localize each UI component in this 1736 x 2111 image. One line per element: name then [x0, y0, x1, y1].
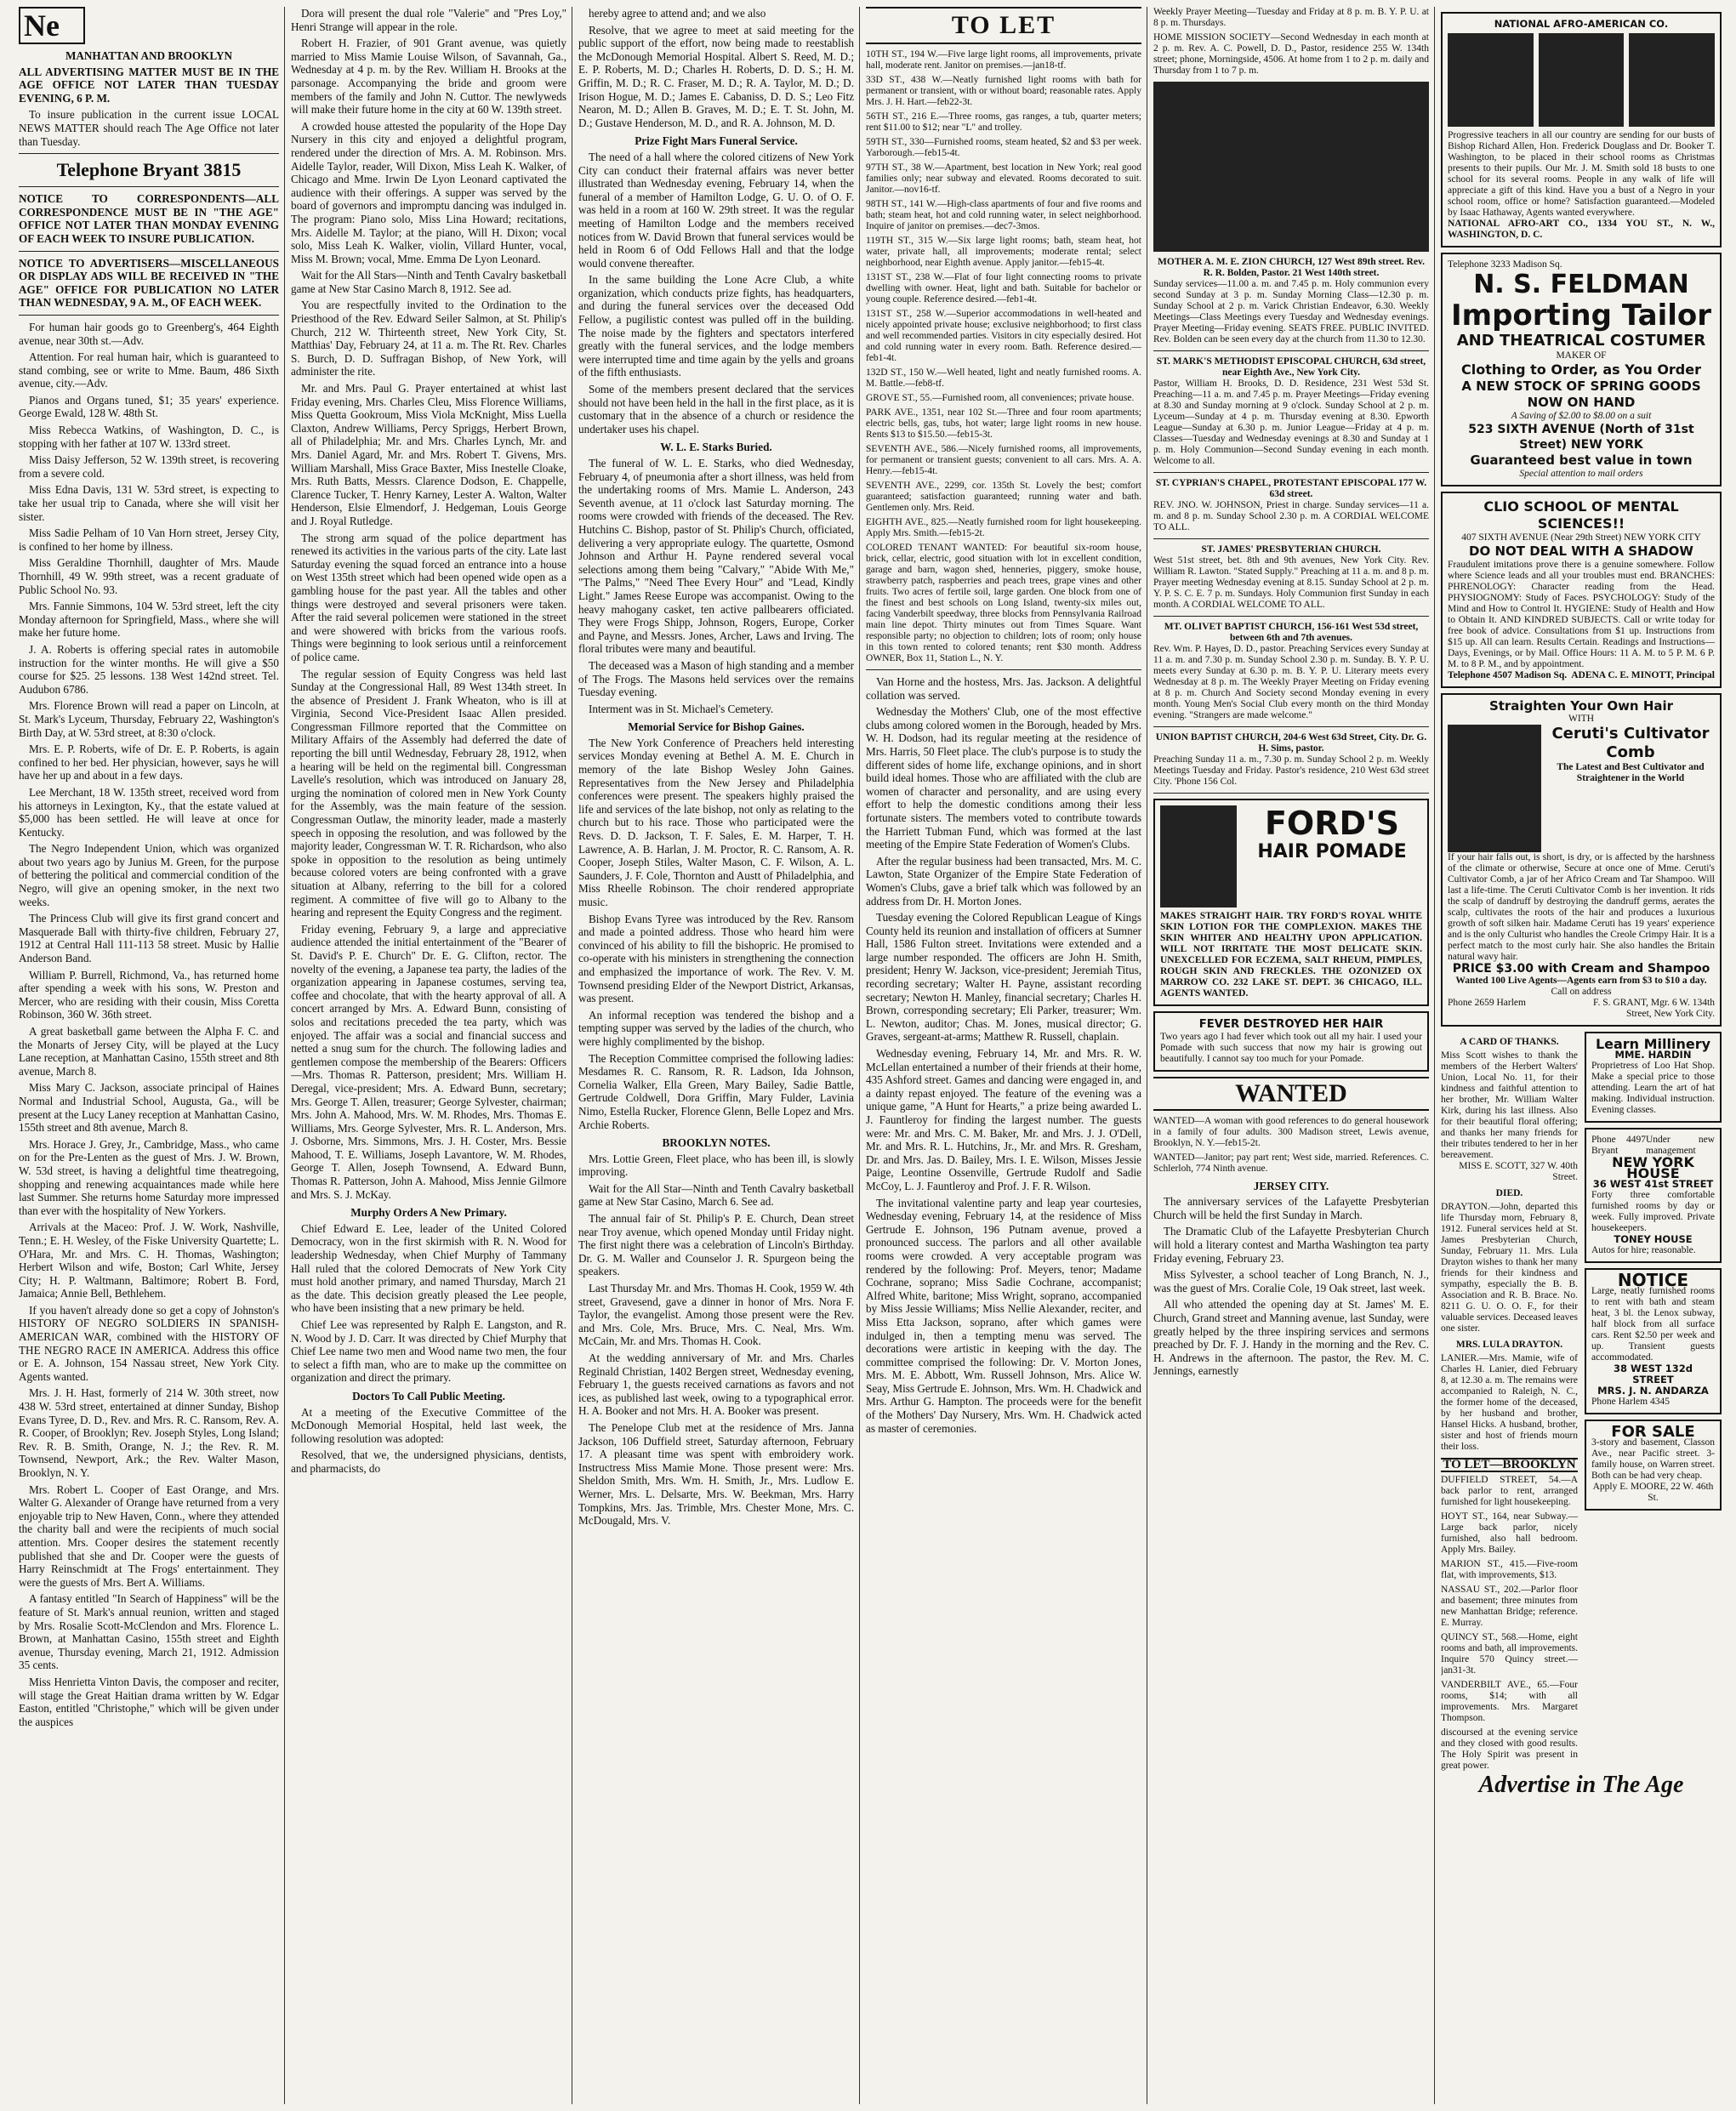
news-item: Attention. For real human hair, which is guaranteed to stand combing, see or write to Mme. Baum, 486 Sixth avenue, city.—Adv. — [19, 350, 279, 390]
article-heading-murphy: Murphy Orders A New Primary. — [350, 1206, 507, 1220]
church-schedule: REV. JNO. W. JOHNSON, Priest in charge. Sunday services—11 a. m. and 8 p. m. Sunday School 2.30 p. m. A CORDIAL WELCOME TO ALL. — [1153, 500, 1429, 532]
jersey-city-heading: JERSEY CITY. — [1253, 1179, 1329, 1192]
wanted-listings — [1153, 1116, 1429, 1175]
news-item: Miss Daisy Jefferson, 52 W. 139th street, is recovering from a severe cold. — [19, 453, 279, 480]
news-item: William P. Burrell, Richmond, Va., has returned home after spending a week with his sons, W. Preston and Mercer, who are residing with their cousin, Miss Coretta Robinson, 360 W. 36th street. — [19, 968, 279, 1021]
clio-address: 407 SIXTH AVENUE (Near 29th Street) NEW YORK CITY — [1461, 532, 1701, 543]
divider — [19, 186, 279, 187]
news-item: Wednesday the Mothers' Club, one of the most effective clubs among colored women in the Borough, headed by Mrs. W. H. Dodson, had its regular meeting at the residence of Mrs. Harris, 50 Fleet place. The club's purpose is to study the different sides of home life, exchange opinions, and in short build ideal homes. Those who are affiliated with the club are women of character and personality, and are using every effort to help the domestic conditions among their less fortunate sisters. The members voted to contribute towards the Harriett Tubman Fund, which was formed at the last meeting of the Empire State Federation of Women's Clubs. — [866, 705, 1141, 851]
church-listing — [1153, 622, 1429, 721]
church-schedule: Rev. Wm. P. Hayes, D. D., pastor. Preaching Services every Sunday at 11 a. m. and 7.30 p. m. Sunday School 2.30 p. m. Sunday. B. Y. P. U. meets every Sunday at 6.30 p. m. B. Y. P. U. Literary meets every Wednesday at 8 p. m. The Weekly Prayer Meeting on Friday evening at 8 p. m. Church And Society second Monday evening in every month. Young Men's Social Club every month on the third Monday evening. "Strangers are made welcome." — [1153, 644, 1429, 720]
divider — [1153, 793, 1429, 794]
feldman-maker: MAKER OF — [1556, 350, 1607, 361]
feldman-stock: A NEW STOCK OF SPRING GOODS NOW ON HAND — [1461, 378, 1701, 410]
church-directory — [1153, 257, 1429, 794]
telephone-banner: Telephone Bryant 3815 — [56, 159, 242, 181]
notice-ad — [1585, 1268, 1722, 1414]
column-2 — [291, 7, 566, 2104]
church-name: ST. CYPRIAN'S CHAPEL, PROTESTANT EPISCOPAL 177 W. 63d street. — [1155, 478, 1427, 499]
divider — [1153, 616, 1429, 617]
starks-article — [578, 457, 854, 715]
ceruti-agents: Wanted 100 Live Agents—Agents earn from $3 to $10 a day. — [1455, 976, 1707, 987]
to-let-listings — [866, 49, 1141, 664]
to-let-heading: TO LET — [866, 7, 1141, 44]
article-heading-prize-fight: Prize Fight Mars Funeral Service. — [635, 134, 798, 148]
article-paragraph: The deceased was a Mason of high standing and a member of The Frogs. The Masons held services over the remains Tuesday evening. — [578, 658, 854, 699]
toney-house: TONEY HOUSE — [1614, 1233, 1693, 1246]
news-item: The anniversary services of the Lafayette Presbyterian Church will be held the first Sunday in March. — [1153, 1195, 1429, 1221]
news-item: Miss Henrietta Vinton Davis, the composer and reciter, will stage the Great Haitian drama written by W. Edgar Easton, entitled "Christophe," which will be given under the auspices — [19, 1675, 279, 1728]
ceruti-address: F. S. GRANT, Mgr. 6 W. 134th Street, New York City. — [1593, 998, 1715, 1020]
millinery-body: Proprietress of Loo Hat Shop. Make a special price to those attending. Learn the art of hat making. Individual instruction. Evening classes. — [1591, 1061, 1715, 1116]
thanks-signature: MISS E. SCOTT, 327 W. 40th Street. — [1459, 1161, 1578, 1183]
to-let-brooklyn-listing: QUINCY ST., 568.—Home, eight rooms and bath, all improvements. Inquire 570 Quincy street.—jan31-3t. — [1441, 1632, 1578, 1676]
column-rule — [1434, 7, 1435, 2104]
article-paragraph: The need of a hall where the colored citizens of New York City can conduct their fraternal affairs was never better illustrated than Wednesday evening, February 14, when the funeral of a member of Hamilton Lodge, G. U. O. of O. F. was held in a room at 160 W. 29th street. It was the regular meeting of Hamilton Lodge and the members received notices from W. David Brown that funeral services would be held in Room 6 of Odd Fellows Hall and that the lodge would convene thereafter. — [578, 150, 854, 270]
to-let-brooklyn-listings — [1441, 1475, 1578, 1724]
article-heading-brooklyn: BROOKLYN NOTES. — [662, 1136, 771, 1150]
news-item: Pianos and Organs tuned, $1; 35 years' experience. George Ewald, 128 W. 48th St. — [19, 393, 279, 420]
to-let-listing: 56TH ST., 216 E.—Three rooms, gas ranges, a tub, quarter meters; rent $11.00 to $12; near "L" and trolley. — [866, 111, 1141, 133]
article-heading-gaines: Memorial Service for Bishop Gaines. — [628, 720, 805, 734]
news-item: All who attended the opening day at St. James' M. E. Church, Grand street and Manning avenue, last Sunday, were greatly helped by the three inspiring services and sermons preached by Dr. F. J. Handy in the morning and the Rev. C. H. Andrews in the afternoon. The pastor, the Rev. M. C. Jennings, earnestly — [1153, 1298, 1429, 1378]
divider — [866, 669, 1141, 670]
notice-address: 38 WEST 132d STREET — [1614, 1363, 1693, 1386]
church-name: MT. OLIVET BAPTIST CHURCH, 156-161 West 53d street, between 6th and 7th avenues. — [1164, 622, 1419, 643]
church-note: HOME MISSION SOCIETY—Second Wednesday in each month at 2 p. m. Rev. A. C. Powell, D. D., Pastor, residence 255 W. 134th street; phone, Morningside, 4506. At home from 1 to 2 p. m. daily and Thursday from 1 to 7 p. m. — [1153, 32, 1429, 76]
feldman-guarantee: Guaranteed best value in town — [1470, 452, 1693, 468]
bust-image — [1448, 33, 1534, 127]
social-news-list — [291, 7, 566, 1201]
church-listing — [1153, 356, 1429, 467]
news-item: At the wedding anniversary of Mr. and Mrs. Charles Reginald Christian, 1402 Bergen street, Wednesday evening, February 1, the guests received carnations as favors and not ices, as published last week, owing to a typographical error. H. A. Booker and not Mrs. H. A. Booker was present. — [578, 1351, 854, 1418]
column-4 — [866, 7, 1141, 2104]
church-name: UNION BAPTIST CHURCH, 204-6 West 63d Street, City. Dr. G. H. Sims, pastor. — [1155, 732, 1427, 754]
for-sale-ad — [1585, 1420, 1722, 1511]
to-let-listing: PARK AVE., 1351, near 102 St.—Three and four room apartments; electric bells, gas, tubs, hot water; large light rooms in new house. Rents $13 to $15.50.—feb15-3t. — [866, 407, 1141, 440]
church-name: MOTHER A. M. E. ZION CHURCH, 127 West 89th street. Rev. R. R. Bolden, Pastor. 21 West 140th street. — [1158, 257, 1425, 278]
news-item: A fantasy entitled "In Search of Happiness" will be the feature of St. Mark's annual reunion, written and staged by Mrs. Rosalie Scott-McClendon and Mrs. Florence L. Brown, at Manhattan Casino, 155th street and Eighth avenue, Thursday evening, March 21, 1912. Admission 35 cents. — [19, 1592, 279, 1672]
article-paragraph: In the same building the Lone Acre Club, a white organization, which conducts prize fights, has headquarters, and during the funeral services over the deceased Odd Fellow, a pugilistic contest was pulled off in the building. The noise made by the fighters and spectators interfered greatly with the funeral services, and the lodge members were interrupted time and time again by the yells and groans of the fifth enthusiasts. — [578, 273, 854, 379]
column-6 — [1441, 7, 1722, 2104]
clio-body: Fraudulent imitations prove there is a genuine somewhere. Follow where Science leads and all your troubles must end. BRANCHES: PHRENOLOGY: Character reading from the Head. PHYSIOGNOMY: Study of Faces. PSYCHOLOGY: Study of the Mind and How to Control It. HYGIENE: Study of Health and How to Obtain It. AND KINDRED SUBJECTS. Call or write today for free book of advice. Consultations from $1 up. Instructions from $15 up. All can learn. Results Certain. Readings and Instructions—Days, Evenings, or by Mail. Office Hours: 11 A. M. to 5 P. M. 6 P. M. to 8 P. M., and by appointment. — [1448, 560, 1715, 669]
news-item: The strong arm squad of the police department has renewed its activities in the various parts of the city. Late last Saturday evening the squad forced an entrance into a house on West 135th street which had been opened wide open as a gambling house for the past year. All the tables and other things were destroyed and several prisoners were taken. After the raid several policemen were stationed in the street and were showered with bricks from the various roofs. Things were beginning to look serious until a reinforcement of police came. — [291, 531, 566, 663]
afro-art-address: NATIONAL AFRO-ART CO., 1334 YOU ST., N. W., WASHINGTON, D. C. — [1448, 219, 1715, 240]
news-item: Dora will present the dual role "Valerie" and "Pres Loy," Henri Strange will appear in the role. — [291, 7, 566, 33]
notice-phone: Phone Harlem 4345 — [1591, 1397, 1670, 1408]
to-let-brooklyn-listing: NASSAU ST., 202.—Parlor floor and basement; three minutes from new Manhattan Bridge; reference. E. Murray. — [1441, 1585, 1578, 1629]
divider — [19, 153, 279, 154]
feldman-title: Importing Tailor — [1450, 299, 1712, 333]
news-item: The regular session of Equity Congress was held last Sunday at the Congressional Hall, 89 West 134th street. In the absence of President J. Frank Wheaton, who is ill at Virginia, Second Vice-President Isaac Allen presided. Congressman Fillmore reported that the Committee on Military Affairs of the Assembly had deferred the date of reporting the bill until Wednesday, February 28, 1912, when a hearing will be held on the regimental bill. Congressman Lavelle's resolution, which was introduced on January 28, urging the nomination of colored men in New York County for the Assembly, was the main feature of the session. Congressman Outlaw, the minority leader, made a masterly speech in opposing the resolution, and was followed by the majority leader, Congressman W. T. R. Richardson, who also spoke in opposition to the resolution as being untimely because colored voters are being confronted with a grave situation at Albany, referring to the bill for a colored regiment. A committee of five will go to Albany to the hearing and represent the Equity Congress and the regiment. — [291, 667, 566, 919]
thanks-body: Miss Scott wishes to thank the members of the Herbert Walters' Union, Local No. 11, for their kindness and faithful attention to her brother, Mr. William Walter Kirk, during his last illness. Also for their beautiful floral offering; and thanks her many friends for their tributes tendered to her in her bereavement. — [1441, 1050, 1578, 1161]
fords-subtitle: HAIR POMADE — [1257, 841, 1407, 862]
local-news-list — [19, 321, 279, 1728]
news-item: Mrs. Florence Brown will read a paper on Lincoln, at St. Mark's Lyceum, Thursday, February 22, Washington's Birth Day, at W. 53rd street, at 8:30 o'clock. — [19, 699, 279, 739]
to-let-listing: 131ST ST., 258 W.—Superior accommodations in well-heated and nicely appointed private house; exclusive neighborhood; to first class and well recommended parties. Visitors in city especially desired. Hot and cold running water in every room. Bath. Reference desired.—feb1-4t. — [866, 309, 1141, 363]
to-let-listing: 98TH ST., 141 W.—High-class apartments of four and five rooms and bath; steam heat, hot and cold running water, in select neighborhood. Inquire of janitor on premises.—dec7-3mos. — [866, 199, 1141, 231]
ceruti-comb-ad — [1441, 693, 1722, 1027]
news-item: The Negro Independent Union, which was organized about two years ago by Junius M. Green, for the purpose of bettering the political and commercial condition of the Negro, will give an opening smoker, in the next two weeks. — [19, 842, 279, 908]
feldman-telephone: Telephone 3233 Madison Sq. — [1448, 259, 1562, 270]
divider — [1153, 472, 1429, 473]
column-rule — [284, 7, 285, 2104]
nyh-address: 36 WEST 41st STREET — [1592, 1178, 1714, 1191]
article-paragraph: Resolved, that we, the undersigned physicians, dentists, and pharmacists, do — [291, 1448, 566, 1475]
news-item: Miss Sadie Pelham of 10 Van Horn street, Jersey City, is confined to her home by illness. — [19, 526, 279, 553]
news-item: A crowded house attested the popularity of the Hope Day Nursery in this city and enjoyed a delightful program, rendered under the direction of Mrs. A. M. Robinson. Mrs. Aidelle Taylor, reader, Will Dixon, Miss Leah K. Walker, of Chicago and Mme. Irwin De Lyon Leonard captivated the audience with their offerings. A supper was served by the board of governors and impromptu dancing was indulged in. The program: Piano solo, Miss Lina Howard; recitations, Mrs. Aidelle M. Taylor; at the piano, Will H. Dixon; vocal solo, Miss Leah K. Walker, violin, Villard Hunter, vocal, Miss M. Brown; vocal, Mme. Emma De Lyon Leonard. — [291, 119, 566, 265]
ceruti-subtitle: The Latest and Best Cultivator and Straightener in the World — [1557, 761, 1705, 783]
advertise-banner: Advertise in The Age — [1478, 1772, 1684, 1799]
column-5 — [1153, 7, 1429, 2104]
to-let-listing: GROVE ST., 55.—Furnished room, all conveniences; private house. — [866, 393, 1135, 403]
to-let-listing: 119TH ST., 315 W.—Six large light rooms; bath, steam heat, hot water, private hall, all improvements; moderate rental; select neighborhood, near Eighth avenue. Apply janitor.—feb15-4t. — [866, 236, 1141, 268]
news-item: Last Thursday Mr. and Mrs. Thomas H. Cook, 1959 W. 4th street, Gravesend, gave a dinner in honor of Mrs. Nora F. Taylor, the evangelist. Among those present were the Rev. and Mrs. Cole, Mrs. Bruce, Mrs. C. Neal, Mrs. Wm. McCain, Mr. and Mrs. Thomas H. Cook. — [578, 1282, 854, 1348]
church-continued: discoursed at the evening service and they closed with good results. The Holy Spirit was present in great power. — [1441, 1727, 1578, 1772]
to-let-listing: 33D ST., 438 W.—Neatly furnished light rooms with bath for permanent or transient, with or without board; reasonable rates. Apply Mrs. J. H. Hart.—feb22-3t. — [866, 75, 1141, 107]
woman-portrait-image — [1448, 725, 1541, 852]
article-paragraph: The funeral of W. L. E. Starks, who died Wednesday, February 4, of pneumonia after a short illness, was held from the undertaking rooms of Mrs. Mamie L. Anderson, 243 Seventh avenue, at 11 o'clock last Saturday morning. The rooms were crowded with friends of the deceased. The Rev. Hutchins C. Bishop, pastor of St. Philip's Church, officiated, delivering a very appropriate eulogy. The quartette, Osmond Johnson and Arthur H. Payne rendered several vocal selections among them being "Calvary," "Abide With Me," "The Palms," "Need Thee Every Hour" and "Lead, Kindly Light." James Reese Europe was accompanist. Owing to the heavy mahogany casket, ten active pallbearers officiated. They were Frogs Shipp, Johnson, Rogers, Europe, Corker and Payne, and Messrs. Jones, Archer, Laws and Irving. The floral tributes were many and beautiful. — [578, 457, 854, 656]
news-item: Miss Mary C. Jackson, associate principal of Haines Normal and Industrial School, Augusta, Ga., will be present at the Lucy Laney reception at Manhattan Casino, 155th street and 8th avenue, March 8. — [19, 1081, 279, 1135]
news-item: Robert H. Frazier, of 901 Grant avenue, was quietly married to Miss Mamie Louise Wilson, of Savannah, Ga., Wednesday at 4 p. m. by the Rev. William H. Brooks at the parsonage. Accompanying the bride and groom were members of the family and John N. Cuttor. The newlyweds will make their future home in the city at 60 W. 139th street. — [291, 37, 566, 117]
sale-heading: FOR SALE — [1611, 1423, 1695, 1442]
fever-ad — [1153, 1011, 1429, 1072]
news-item: After the regular business had been transacted, Mrs. M. C. Lawton, State Organizer of the Empire State Federation of Women's Clubs, gave a brief talk which was followed by an address from Dr. H. Morton Jones. — [866, 854, 1141, 908]
wanted-listing: WANTED—A woman with good references to do general housework in a family of four adults. 300 Madison street, Lewis avenue, Brooklyn, N. Y.—feb15-2t. — [1153, 1115, 1429, 1148]
church-schedule: Pastor, William H. Brooks, D. D. Residence, 231 West 53d St. Preaching—11 a. m. and 7.45 p. m. Prayer Meetings—Friday evening at 8.30 and Sunday morning at 9 o'clock. Sunday School at 2 p. m. Lyceum—Sunday at 4 p. m. Thursday evening at 8.30. Epworth League—Sunday at 6.30 p. m. Junior League—Friday at 4 p. m. Classes—Tuesday and Wednesday evenings at 8.30 and Sunday at 1 p. m. Holy Communion—Second Sunday evening in each month. Welcome to all. — [1153, 378, 1429, 466]
news-item: Mrs. Horace J. Grey, Jr., Cambridge, Mass., who came on for the Pre-Lenten as the guest of Mrs. J. W. Brown, W. 53d street, is having a delightful time theatregoing, shopping and renewing acquaintances made while here last Summer. She returns home Saturday more impressed than ever with the hospitality of New Yorkers. — [19, 1137, 279, 1217]
to-let-brooklyn-listing: MARION ST., 415.—Five-room flat, with improvements, $13. — [1441, 1559, 1578, 1581]
church-name: ST. JAMES' PRESBYTERIAN CHURCH. — [1201, 544, 1381, 555]
afro-art-heading: NATIONAL AFRO-AMERICAN CO. — [1494, 18, 1669, 30]
ceruti-body: If your hair falls out, is short, is dry, or is affected by the harshness of the climate or otherwise, Secure at once one of Mme. Ceruti's Cultivator Comb, a jar of her Africo Cream and Tar Shampoo. Will last a life-time. The Ceruti Cultivator Comb is her invention. It rids the scalp of dandruff by destroying the dandruff germs, aerates the scalp, cultivates the roots of the hair and produces a luxurious growth of soft silken hair. Madame Ceruti has 19 years' experience and is the only Culturist who handles the Creole Crimpy Hair. It is a perfect match to the most curly hair. She also handles the Britain natural wavy hair. — [1448, 851, 1715, 962]
sale-address: Apply E. MOORE, 22 W. 46th St. — [1592, 1482, 1714, 1504]
church-name: ST. MARK'S METHODIST EPISCOPAL CHURCH, 63d street, near Eighth Ave., New York City. — [1156, 356, 1426, 378]
ceruti-name: Ceruti's Cultivator Comb — [1551, 724, 1710, 761]
toney-body: Autos for hire; reasonable. — [1591, 1245, 1696, 1256]
news-item: The invitational valentine party and leap year courtesies, Wednesday evening, February 14, at the residence of Miss Gertrude E. Johnson, 196 Putnam avenue, proved a pronounced success. The parlors and all other available rooms were crowded. A very acceptable program was rendered by the following: Prof. Meyers, tenor; Madame Cochrane, soprano; Miss Sadie Cochrane, accompanist; Alfred White, baritone; Miss Wright, soprano, accompanied by Miss Jessie Williams; Miss Nellie Alexander, reciter, and Miss Etta Jackson, soprano, after which games were indulged in, then a tempting menu was served. The decorations were artistic in keeping with the day. The committee comprised the following: Dr. V. Morton Jones, Mrs. M. E. Abbott, Wm. Russell Johnson, Mrs. Alice W. Seay, Miss Gertrude E. Johnson, Mrs. Wm. H. Chadwick and Mrs. Arthur G. Hampton. The proceeds were for the benefit of the Mothers' Day Nursery, Mrs. Wm. H. Chadwick acted as master of ceremonies. — [866, 1196, 1141, 1435]
news-item: Mr. and Mrs. Paul G. Prayer entertained at whist last Friday evening, Mrs. Charles Cleu, Miss Florence Williams, Miss Quetta Gookroum, Miss Viola McKnight, Miss Luella Claxton, Andrew Williams, Percy Spriggs, Herbert Brown, all of Philadelphia; Mr. and Mrs. Charles Lynch, Mr. and Mrs. Daniel Agard, Mr. and Mrs. Robert T. Givens, Mrs. William Marshall, Miss Grace Baxter, Miss Inestelle Cloake, Mrs. Ruth Batts, Messrs. Clarence Dodson, E. Chappelle, Clarence Tucker, T. Henry Karney, Lester A. Walton, Walter Henderson, Elsie Elmendorf, J. Hedgeman, Louis George and J. Royal Rutledge. — [291, 382, 566, 527]
nyh-phone: Phone 4497 Bryant — [1591, 1135, 1646, 1157]
to-let-brooklyn-listing: VANDERBILT AVE., 65.—Four rooms, $14; with all improvements. Mrs. Margaret Thompson. — [1441, 1680, 1578, 1724]
article-paragraph: At a meeting of the Executive Committee of the McDonough Memorial Hospital, held last week, the following resolution was adopted: — [291, 1405, 566, 1445]
news-item: J. A. Roberts is offering special rates in automobile instruction for the winter months. He will give a $50 course for $25. 25 lessons. 138 West 142nd street. Tel. Audubon 6786. — [19, 642, 279, 696]
feldman-subtitle: AND THEATRICAL COSTUMER — [1456, 332, 1706, 350]
ceruti-call: Call on address — [1551, 987, 1612, 998]
article-paragraph: Some of the members present declared that the services should not have been held in the hall in the first place, as it is customary that in the absence of a church or residence the undertaker uses his chapel. — [578, 383, 854, 435]
news-item: Wait for the All Star—Ninth and Tenth Cavalry basketball game at New Star Casino, March 6. See ad. — [578, 1181, 854, 1209]
to-let-listing: EIGHTH AVE., 825.—Neatly furnished room for light housekeeping. Apply Mrs. Smith.—feb15-2t. — [866, 517, 1141, 538]
article-heading-doctors: Doctors To Call Public Meeting. — [352, 1389, 505, 1403]
to-let-brooklyn-listing: HOYT ST., 164, near Subway.—Large back parlor, nicely furnished, also hall bedroom. Apply Mrs. Bailey. — [1441, 1511, 1578, 1556]
news-item: Friday evening, February 9, a large and appreciative audience attended the initial entertainment of the "Bearer of St. David's P. E. Church" Dr. E. G. Clifton, rector. The novelty of the evening, a Japanese tea party, the ladies of the organization appearing in Japanese costumes, serving tea, coffee and chocolate, that with the hearty approval of all. A concert arranged by Mrs. A. Edward Bunn, consisting of solos and recitations preceded the tea party, which was enjoyed. The affair was a social and financial success and netted a snug sum for the church. The following ladies and gentlemen compose the membership of the Bearers: Officers—Mrs. Thomas R. Patterson, president; Mrs. William H. Deregal, vice-president; Mrs. A. Edward Bunn, secretary; Mrs. George T. Allen, treasurer; George Sylvester, chairman; Mrs. John A. Mahood, Mrs. W. M. Rhodes, Mrs. Thomas E. Williams, Mrs. George Sylvester, Mrs. R. L. Anderson, Mrs. J. Osborne, Mrs. Simmons, Mrs. J. H. Coster, Mrs. Bessie Mahood, T. E. Williams, Joseph Lavantore, W. M. Rhodes, George T. Allen, Joseph Townsend, A. Edward Bunn, Thomas R. Patterson, John A. Mahood, Miss Jennie Gilmore and Mrs. S. J. McKay. — [291, 922, 566, 1201]
notice-body: Large, neatly furnished rooms to rent with bath and steam heat, 3 bl. the Lenox subway, half block from all surface cars. Rent $2.50 per week and up. Transient guests accommodated. — [1591, 1286, 1715, 1363]
nyh-body: Forty three comfortable furnished rooms by day or week. Fully improved. Private housekeepers. — [1591, 1190, 1715, 1234]
feldman-address: 523 SIXTH AVENUE (North of 31st Street) NEW YORK — [1468, 423, 1694, 452]
fords-body: MAKES STRAIGHT HAIR. TRY FORD'S ROYAL WHITE SKIN LOTION FOR THE COMPLEXION. MAKES THE SKIN WHITER AND HEALTHY UPON APPLICATION. WILL NOT IRRITATE THE MOST DELICATE SKIN. UNEXCELLED FOR ECZEMA, SALT RHEUM, PIMPLES, ROUGH SKIN AND FRECKLES. THE OZONIZED OX MARROW CO. 232 LAKE ST. DEPT. 36 CHICAGO, ILL. AGENTS WANTED. — [1160, 911, 1422, 999]
millinery-heading: Learn Millinery — [1595, 1036, 1711, 1053]
church-notes-top — [1153, 7, 1429, 77]
to-let-listing: SEVENTH AVE., 2299, cor. 135th St. Lovely the best; comfort guaranteed; satisfaction guaranteed; running water and bath. Gentlemen only. Mrs. Reid. — [866, 481, 1141, 513]
clio-principal: ADENA C. E. MINOTT, Principal — [1571, 670, 1715, 680]
church-schedule: Sunday services—11.00 a. m. and 7.45 p. m. Holy communion every second Sunday at 3 p. m. Sunday Morning Class—12.30 p. m. Sunday School at 2 p. m. Varick Christian Endeavor, 6.30. Weekly Meetings—Class Meetings every Tuesday and Wednesday evenings. Prayer Meeting—Friday evening. SEATS FREE. PUBLIC INVITED. Rev. Bolden can be seen every day at the church from 11.30 to 12.30. — [1153, 279, 1429, 344]
clio-telephone: Telephone 4507 Madison Sq. — [1448, 670, 1568, 680]
article-paragraph: The Reception Committee comprised the following ladies: Mesdames R. C. Ransom, R. R. Ladson, Ida Johnson, Cornelia Walker, Ella Green, Mary Bailey, Sadie Battle, Gertrude Coldwell, Dora Griffin, Mary Fulder, Lavinia Nimo, Estella Rucker, Florence Glenn, Belle Lopez and Mrs. Archie Roberts. — [578, 1051, 854, 1131]
news-item: If you haven't already done so get a copy of Johnston's HISTORY OF NEGRO SOLDIERS IN SPANISH-AMERICAN WAR, combined with the HISTORY OF THE NEGRO RACE IN AMERICA. Address this office or E. A. Johnson, 154 Nassau street, New York City. Agents wanted. — [19, 1303, 279, 1383]
church-note: Weekly Prayer Meeting—Tuesday and Friday at 8 p. m. B. Y. P. U. at 8 p. m. Thursdays. — [1153, 7, 1429, 28]
news-item: A great basketball game between the Alpha F. C. and the Monarts of Jersey City, will be played at the Lucy Lane reception, at Manhattan Casino, 155th street and 8th avenue, March 8. — [19, 1025, 279, 1078]
wanted-listing: WANTED—Janitor; pay part rent; West side, married. References. C. Schlerloh, 774 Ninth avenue. — [1153, 1152, 1429, 1174]
church-listing — [1153, 478, 1429, 533]
millinery-ad — [1585, 1032, 1722, 1123]
divider — [19, 315, 279, 316]
news-item: The annual fair of St. Philip's P. E. Church, Dean street near Troy avenue, which opened Monday until Friday night. The first night there was a celebration of Lincoln's Birthday. Dr. G. M. Waller and Counselor J. R. Spurgeon being the speakers. — [578, 1212, 854, 1278]
column-1 — [19, 7, 279, 2104]
article-heading-starks: W. L. E. Starks Buried. — [660, 441, 772, 454]
to-let-brooklyn-listing: DUFFIELD STREET, 54.—A back parlor to rent, arranged furnished for light housekeeping. — [1441, 1475, 1578, 1508]
column-rule — [859, 7, 860, 2104]
ceruti-heading: Straighten Your Own Hair — [1488, 698, 1674, 714]
news-item: The Princess Club will give its first grand concert and Masquerade Ball with thirty-five children, February 27, 1912 at Central Hall 111-113 58 street. Music by Hallie Anderson Band. — [19, 912, 279, 965]
news-item: You are respectfully invited to the Ordination to the Priesthood of the Rev. Edward Seiler Salmon, at St. Philip's Church, 212 W. Thirteenth street, New York City, St. Matthias' Day, February 24, at 11 a. m. The Rt. Rev. Charles S. Burch, D. D. Suffragan Bishop, of New York, will administer the rite. — [291, 299, 566, 378]
divider — [19, 251, 279, 252]
feldman-line: Clothing to Order, as You Order — [1461, 361, 1701, 378]
clio-heading: DO NOT DEAL WITH A SHADOW — [1469, 543, 1693, 559]
doctors-article — [291, 1406, 566, 1476]
to-let-listing: SEVENTH AVE., 586.—Nicely furnished rooms, all improvements, for permanent or transient guests; convenient to all cars. Mrs. A. A. Henry.—feb15-4t. — [866, 444, 1141, 476]
nyh-heading: NEW YORK HOUSE — [1612, 1154, 1694, 1182]
news-item: Mrs. E. P. Roberts, wife of Dr. E. P. Roberts, is again confined to her bed. Her physician, however, says he will have her up and about in a few days. — [19, 743, 279, 782]
nyh-management: Under new management — [1646, 1135, 1715, 1157]
feldman-name: N. S. FELDMAN — [1473, 270, 1689, 299]
news-item: Miss Rebecca Watkins, of Washington, D. C., is stopping with her father at 107 W. 133rd street. — [19, 424, 279, 450]
divider — [1153, 538, 1429, 539]
news-item: The Penelope Club met at the residence of Mrs. Janna Jackson, 106 Duffield street, Saturday afternoon, February 17. A pleasant time was spent with embroidery work. Instructress Miss Mamie Mone. Those present were: Mrs. Sheldon Smith, Mrs. Wm. H. Smith, Jr., Mrs. Ludlow E. Werner, Mrs. L. Delsarte, Mrs. W. Beekman, Mrs. Harry Tompkins, Mrs. Jas. Trimble, Mrs. Chester Mone, Mrs. C. McDougald, Mrs. V. — [578, 1420, 854, 1528]
news-item: Van Horne and the hostess, Mrs. Jas. Jackson. A delightful collation was served. — [866, 675, 1141, 702]
divider — [1153, 350, 1429, 351]
notice-heading: NOTICE — [1617, 1270, 1689, 1291]
divider — [1153, 726, 1429, 727]
new-york-house-ad — [1585, 1128, 1722, 1263]
brooklyn-notes — [578, 1152, 854, 1528]
article-paragraph: Interment was in St. Michael's Cemetery. — [589, 702, 774, 715]
article-paragraph: Chief Lee was represented by Ralph E. Langston, and R. N. Wood by J. D. Carr. It was directed by Chief Murphy that Chief Lee name two men and Wood name two men, the four to select a fifth man, who are to make up the committee on organization and direct the primary. — [291, 1318, 566, 1385]
news-item: Miss Sylvester, a school teacher of Long Branch, N. J., was the guest of Mrs. Coralie Cole, 19 Oak street, last week. — [1153, 1268, 1429, 1294]
church-schedule: Preaching Sunday 11 a. m., 7.30 p. m. Sunday School 2 p. m. Weekly Meetings Tuesday and Friday. Pastor's residence, 210 West 63d street City. 'Phone 156 Col. — [1153, 754, 1429, 787]
thanks-heading: A CARD OF THANKS. — [1460, 1037, 1559, 1048]
article-paragraph: Bishop Evans Tyree was introduced by the Rev. Ransom and made a pointed address. Those who heard him were convinced of his ability to fill the bishopric. He promised to co-operate with his ministers in strengthening the connection and emphasized the importance of work. The Rev. V. M. Townsend presiding Elder of the Newport District, Arkansas, was present. — [578, 912, 854, 1005]
news-notice: To insure publication in the current issue LOCAL NEWS MATTER should reach The Age Office not later than Tuesday. — [19, 108, 279, 148]
news-item: Mrs. Fannie Simmons, 104 W. 53rd street, left the city Monday afternoon for Springfield, Mass., where she will make her future home. — [19, 600, 279, 640]
millinery-name: MME. HARDIN — [1614, 1049, 1692, 1061]
news-item: Mrs. J. H. Hast, formerly of 214 W. 30th street, now 438 W. 53rd street, entertained at dinner Sunday, Bishop Evans Tyree, D. D., Rev. and Mrs. R. C. Ransom, Rev. A. R. Cooper, of Brooklyn; Rev. Joseph Styles, Long Island; Rev. R. B. Smith, Orange, N. J.; the Rev. R. M. Townsend, Newport, Ark.; the Rev. Walter Mason, Brooklyn, N. Y. — [19, 1386, 279, 1479]
to-let-listing: 97TH ST., 38 W.—Apartment, best location in New York; real good families only; near subway and elevated. Rooms decorated to suit. Janitor.—nov16-tf. — [866, 162, 1141, 195]
murphy-article — [291, 1222, 566, 1385]
article-paragraph: Resolve, that we agree to meet at said meeting for the public support of the effort, now being made to reestablish the McDonough Memorial Hospital. Albert S. Reed, M. D.; E. P. Roberts, M. D.; Charles H. Roberts, D. D. S.; H. M. Griffin, M. D.; R. C. Fraser, M. D.; R. A. Taylor, M. D.; D. Irison Hogue, M. D.; James E. Cabaniss, D. D. S.; Leo Fitz Nearon, M. D.; Allen B. Graves, M. D.; E. T. St. John, M. D.; Gustave Henderson, M. D., and R. A. Johnson, M. D. — [578, 23, 854, 129]
to-let-listing: 10TH ST., 194 W.—Five large light rooms, all improvements, private hall, moderate rent. Janitor on premises.—jan18-tf. — [866, 49, 1141, 71]
news-item: Arrivals at the Maceo: Prof. J. W. Work, Nashville, Tenn.; E. H. Wesley, of the Fiske University Quartette; L. O'Hara, Mr. and Mrs. C. H. Thomas, Washington; Herbert Wilson and wife, Boston; Carl White, Jersey City; H. P. Waltmann, Baltimore; Robert B. Ford, Jamaica; Annie Bell, Bethlehem. — [19, 1221, 279, 1300]
clio-school-ad — [1441, 492, 1722, 688]
news-item: Lee Merchant, 18 W. 135th street, received word from his attorneys in Lexington, Ky., that the estate valued at $5,000 has been settled. He will leave at once for Kentucky. — [19, 785, 279, 839]
to-let-listing: 131ST ST., 238 W.—Flat of four light connecting rooms to private dwelling with owner. Heat, light and bath. Suitable for bachelor or young couple. Reference desired.—feb1-4t. — [866, 272, 1141, 304]
ceruti-price: PRICE $3.00 with Cream and Shampoo — [1452, 961, 1710, 976]
ceruti-phone: Phone 2659 Harlem — [1448, 998, 1526, 1009]
news-item: Wait for the All Stars—Ninth and Tenth Cavalry basketball game at New Star Casino March 8, 1912. See ad. — [291, 269, 566, 295]
fever-body: Two years ago I had fever which took out all my hair. I used your Pomade with such success that now my hair is growing out beautifully. I cannot say too much for your Pomade. — [1160, 1031, 1422, 1064]
fever-heading: FEVER DESTROYED HER HAIR — [1198, 1018, 1384, 1031]
fords-pomade-ad — [1153, 799, 1429, 1006]
article-paragraph: Chief Edward E. Lee, leader of the United Colored Democracy, won in the first skirmish with R. N. Wood for leadership Wednesday, when Chief Murphy of Tammany Hall ruled that the colored Democrats of New York City must hold another primary, and named Thursday, March 21 as the date. This decision greatly pleased the Lee people, who have been insisting that a new primary be held. — [291, 1221, 566, 1315]
afro-art-body: Progressive teachers in all our country are sending for our busts of Bishop Richard Allen, Hon. Frederick Douglass and Dr. Booker T. Washington, to be placed in their school rooms as Christmas presents to their pupils. Our Mr. J. M. Smith sold 18 busts to one school for its several rooms. People in any walk of life will appreciate a gift of this kind. Have you a bust of a Negro in your school room, office or home? Satisfaction guaranteed.—Modeled by Isaac Hathaway, Agents wanted everywhere. — [1448, 130, 1715, 218]
correspondents-notice: NOTICE TO CORRESPONDENTS—ALL CORRESPONDENCE MUST BE IN "THE AGE" OFFICE NOT LATER THAN MONDAY EVENING OF EACH WEEK TO INSURE PUBLICATION. — [19, 192, 279, 245]
news-item: For human hair goods go to Greenberg's, 464 Eighth avenue, near 30th st.—Adv. — [19, 320, 279, 347]
to-let-listing: 59TH ST., 330—Furnished rooms, steam heated, $2 and $3 per week. Yarborough.—feb15-4t. — [866, 137, 1141, 158]
to-let-listing: 132D ST., 150 W.—Well heated, light and neatly furnished rooms. A. M. Battle.—feb8-tf. — [866, 367, 1141, 389]
wanted-heading: WANTED — [1153, 1077, 1429, 1111]
feldman-mail: Special attention to mail orders — [1519, 469, 1643, 479]
clio-name: CLIO SCHOOL OF MENTAL SCIENCES!! — [1483, 498, 1679, 532]
notice-name: MRS. J. N. ANDARZA — [1597, 1385, 1709, 1397]
lula-heading: MRS. LULA DRAYTON. — [1455, 1340, 1563, 1351]
jersey-city-notes — [1153, 1195, 1429, 1378]
prize-fight-article — [578, 151, 854, 435]
feldman-save: A Saving of $2.00 to $8.00 on a suit — [1511, 411, 1652, 421]
died-body: DRAYTON.—John, departed this life Thursday morn, February 8, 1912. Funeral services held at St. James Presbyterian Church, Sunday, February 11. Mrs. Lula Drayton wishes to thank her many friends for their kindness and sympathy, especially the B. B. Association and R. B. Brace. No. 8211 G. U. O. O. F., for their valuable services. Deceased leaves one sister. — [1441, 1202, 1578, 1334]
news-item: Mrs. Lottie Green, Fleet place, who has been ill, is slowly improving. — [578, 1152, 854, 1179]
article-paragraph: hereby agree to attend and; and we also — [589, 7, 766, 20]
gaines-article — [578, 737, 854, 1131]
brooklyn-notes-continued — [866, 675, 1141, 1435]
sale-body: 3-story and basement, Classon Ave., near Pacific street. 3-family house, on Warren street. Both can be had very cheap. — [1591, 1437, 1715, 1482]
advertisers-notice: NOTICE TO ADVERTISERS—MISCELLANEOUS OR DISPLAY ADS WILL BE RECEIVED IN "THE AGE" OFFICE FOR PUBLICATION NO LATER THAN WEDNESDAY, 9 A. M., OF EACH WEEK. — [19, 256, 279, 310]
died-heading: DIED. — [1495, 1188, 1523, 1199]
church-listing — [1153, 732, 1429, 788]
bust-image — [1539, 33, 1625, 127]
ceruti-with: WITH — [1568, 713, 1594, 724]
church-listing — [1153, 544, 1429, 611]
bust-image — [1629, 33, 1715, 127]
news-item: Miss Edna Davis, 131 W. 53rd street, is expecting to take her usual trip to Canada, where she will visit her sister. — [19, 483, 279, 523]
advertisement-photo — [1153, 82, 1429, 252]
article-paragraph: An informal reception was tendered the bishop and a tempting supper was served by the ladies of the church, who were highly complimented by the bishop. — [578, 1008, 854, 1048]
notice-title: MANHATTAN AND BROOKLYN — [65, 49, 233, 62]
to-let-listing: COLORED TENANT WANTED: For beautiful six-room house, brick, cellar, electric, good situation with lot in excellent condition, garage and barn, wagon shed, henneries, piggery, smoke house, strawberry patch, raspberries and peach trees, grape vines and other fruits. Two acres of fertile soil, large garden. One block from one of the finest and best schools on Long Island, twenty-six miles out, facing Vanderbilt speedway, three blocks from Pennsylvania Railroad main line depot. Thirty minutes out from Times Square. Want responsible party; no objection to children; lots of room; only house in this town rented to colored tenants; rent $30 month. Address OWNER, Box 11, Station L., N. Y. — [866, 543, 1141, 663]
article-paragraph: The New York Conference of Preachers held interesting services Monday evening at Bethel A. M. E. Church in memory of the late Bishop Wesley John Gaines. Representatives from the New Jersey and Philadelphia conferences were present. The speakers highly praised the life and services of the late bishop, not only as relating to the church but to his race. Those who participated were the Revs. D. D. Jackson, T. F. Sales, E. M. Harper, T. H. Lawrence, A. B. Harlan, J. M. Proctor, R. C. Ransom, A. R. Cooper, Joseph Stiles, Walter Mason, C. F. Wilson, A. L. Saunders, J. F. Cole, Thornton and Austt of Philadelphia, and Miss Rheelle Robinson. The choir rendered appropriate music. — [578, 736, 854, 908]
column-3 — [578, 7, 854, 2104]
news-item: The Dramatic Club of the Lafayette Presbyterian Church will hold a literary contest and Martha Washington tea party Friday evening, February 23. — [1153, 1225, 1429, 1265]
afro-art-ad — [1441, 12, 1722, 248]
news-item: Miss Geraldine Thornhill, daughter of Mrs. Maude Thornhill, 49 W. 99th street, was a recent graduate of Public School No. 93. — [19, 556, 279, 596]
lula-body: LANIER.—Mrs. Mamie, wife of Charles H. Lanier, died February 8, at 12.30 a. m. The remains were accompanied to Raleigh, N. C., the former home of the deceased, by her husband and brother, Hansel Hicks. A husband, brother, sister and host of friends mourn their loss. — [1441, 1353, 1578, 1453]
advertising-notice: ALL ADVERTISING MATTER MUST BE IN THE AGE OFFICE NOT LATER THAN TUESDAY EVENING, 6 P. M. — [19, 65, 279, 105]
news-item: Wednesday evening, February 14, Mr. and Mrs. R. W. McLellan entertained a number of their friends at their home, 435 Ashford street. Games and dancing were engaged in, and a dainty repast enjoyed. The feature of the evening was a unique game, "A Hunt for Hearts," a prize being awarded L. J. Fauntleroy for finding the largest number. The guests were: Mr. and Mrs. C. M. Baker, Mr. and Mrs. J. J. O'Dell, Mr. and Mrs. R. L. Hutchins, Jr., Mr. and Mrs. R. Gresham, Dr. and Mrs. Jas. D. Bailey, Mrs. I. E. Wilson, Misses Jessie Paige, Leontine Ossenville, Gertrude Rudolf and Sadie McCoy, L. J. Fauntleroy and Prof. J. F. R. Wilson. — [866, 1047, 1141, 1192]
to-let-brooklyn-heading: TO LET—BROOKLYN — [1441, 1458, 1578, 1472]
fords-title: FORD'S — [1264, 805, 1400, 842]
masthead: Ne — [19, 7, 85, 44]
church-schedule: West 51st street, bet. 8th and 9th avenues, New York City. Rev. William R. Lawton. "Stated Supply." Preaching at 11 a. m. and 8 p. m. Prayer meeting Wednesday evening at 8.15. Sunday School at 2 p. m. Y. P. S. C. E. 7 p. m. Sundays. Holy Communion first Sunday in each month. A CORDIAL WELCOME TO ALL. — [1153, 555, 1429, 610]
news-item: Tuesday evening the Colored Republican League of Kings County held its reunion and installation of officers at Sumner Hall, 1586 Fulton street. Invitations were extended and a large number responded. The officers are John H. Smith, president; Henry W. Jackson, vice-president; Jeremiah Titus, recording secretary; Walter H. Payne, assistant recording secretary; Newton H. Manley, financial secretary; Charles H. Brown, corresponding secretary; Eli Parker, treasurer; Wm. L. Newton, auditor; Chas. M. Jones, musical director; G. Graves, sergeant-at-arms; Matthew R. Russell, chaplain. — [866, 911, 1141, 1044]
news-item: Mrs. Robert L. Cooper of East Orange, and Mrs. Walter G. Alexander of Orange have returned from a very enjoyable trip to New Haven, Conn., where they attended the charity ball and were the recipients of much social attention. Mrs. Cooper desires the statement recently published that she and Dr. Cooper were the guests of Harry Reinschmidt at The Frogs' entertainment. They were the guests of Mrs. Bert A. Williams. — [19, 1482, 279, 1589]
resolution-article — [578, 7, 854, 129]
church-listing — [1153, 257, 1429, 345]
feldman-ad — [1441, 253, 1722, 486]
portrait-image — [1160, 805, 1237, 908]
